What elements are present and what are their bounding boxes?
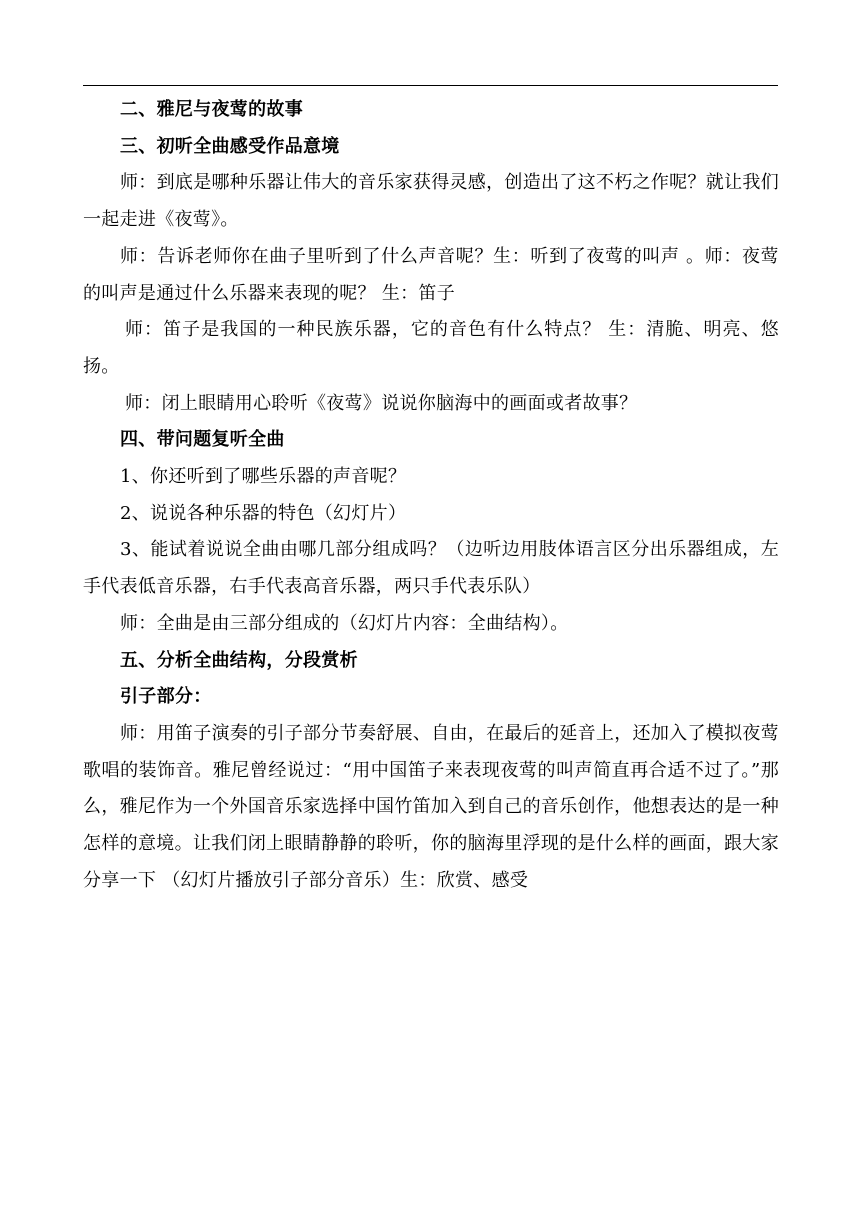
paragraph-dialogue-flute: 师：笛子是我国的一种民族乐器，它的音色有什么特点？ 生：清脆、明亮、悠扬。 [83,319,779,377]
paragraph-intro-analysis: 师：用笛子演奏的引子部分节奏舒展、自由，在最后的延音上，还加入了模拟夜莺歌唱的装饰音。雅尼曾经说过：“用中国笛子来表现夜莺的叫声简直再合适不过了。”那么，雅尼作为一个外国音乐家选择中国竹笛加入到自己的音乐创作，他想表达的是一种怎样的意境。让我们闭上眼睛静静的聆听，你的脑海里浮现的是什么样的画面，跟大家分享一下 （幻灯片播放引子部分音乐）生：欣赏、感受 [83,722,779,891]
section-heading-3: 三、初听全曲感受作品意境 [120,135,340,157]
paragraph-structure: 师：全曲是由三部分组成的（幻灯片内容：全曲结构）。 [120,612,569,634]
subheading-intro: 引子部分： [120,686,212,708]
paragraph-close-eyes: 师：闭上眼睛用心聆听《夜莺》说说你脑海中的画面或者故事？ [125,392,638,414]
list-item-3: 3、能试着说说全曲由哪几部分组成吗？（边听边用肢体语言区分出乐器组成，左手代表低音乐器，右手代表高音乐器，两只手代表乐队） [83,539,779,598]
section-heading-2: 二、雅尼与夜莺的故事 [120,99,303,120]
list-item-2: 2、说说各种乐器的特色（幻灯片） [120,502,407,524]
section-heading-4: 四、带问题复听全曲 [120,429,285,451]
header-rule [83,85,778,86]
paragraph-teacher-question: 师：到底是哪种乐器让伟大的音乐家获得灵感，创造出了这不朽之作呢？就让我们一起走进《夜莺》。 [83,172,779,231]
paragraph-dialogue-sound: 师：告诉老师你在曲子里听到了什么声音呢？生：听到了夜莺的叫声 。师：夜莺的叫声是通过什么乐器来表现的呢？ 生：笛子 [83,245,779,304]
section-heading-5: 五、分析全曲结构，分段赏析 [120,649,358,671]
document-body [83,92,779,899]
list-item-1: 1、你还听到了哪些乐器的声音呢？ [120,466,407,488]
